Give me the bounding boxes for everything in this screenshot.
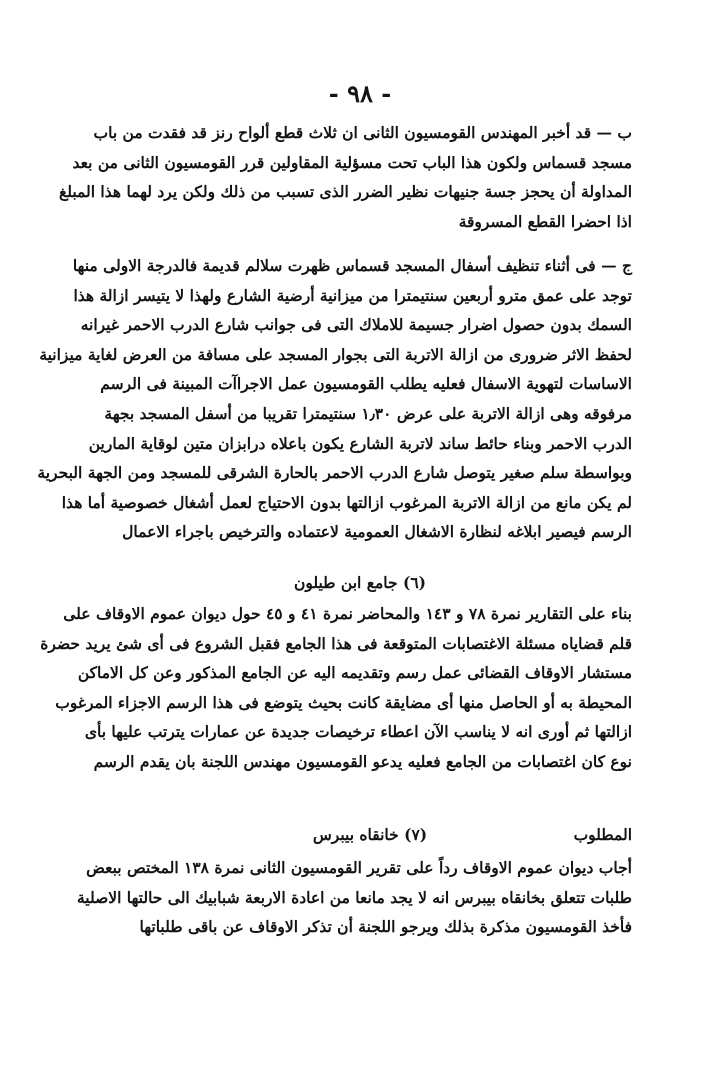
mixed-heading-row [90,820,632,850]
section-heading-7: (٧) خانقاه بيبرس [312,825,428,844]
paragraph-baybars [76,853,632,942]
text-line: لم يكن مانع من ازالة الاتربة المرغوب ازالتها بدون الاحتياج لعمل أشغال خصوصية أما هذا [61,492,632,512]
text-line: السمك بدون حصول اضرار جسيمة للاملاك التى فى جوانب شارع الدرب الاحمر غيرانه [80,315,632,335]
text-line-end: المطلوب [573,825,632,844]
text-line: توجد على عمق مترو أربعين سنتيمترا من ميزانية أرضية الشارع ولهذا لا يتيسر ازالة هذا [73,285,632,305]
paragraph-c [37,251,632,547]
text-line: قلم قضاياه مسئلة الاغتصابات المتوقعة فى هذا الجامع فقبل الشروع فى أى شئ يريد حضرة [40,633,632,653]
text-line: اذا احضرا القطع المسروقة [458,211,632,231]
text-line: المحيطة به أو الحاصل منها أى مضايقة كانت بحيث يتوضع فى هذا الرسم الاجزاء المرغوب [55,692,632,712]
text-line: الاساسات لتهوية الاسفال فعليه يطلب القومسيون عمل الاجراآت المبينة فى الرسم [100,374,632,394]
text-line: نوع كان اغتصابات من الجامع فعليه يدعو القومسيون مهندس اللجنة بان يقدم الرسم [93,751,632,771]
section-heading-6: (٦) جامع ابن طيلون [293,573,426,592]
text-line: مرفوقه وهى ازالة الاتربة على عرض ١٫٣٠ سنتيمترا تقريبا من أسفل المسجد بجهة [104,403,632,423]
text-line: لحفظ الاثر ضرورى من ازالة الاتربة التى بجوار المسجد على مسافة من العرض لغاية ميزانية [39,344,632,364]
text-line: ب — قد أخبر المهندس القومسيون الثانى ان ثلاث قطع ألواح رنز قد فقدت من باب [93,123,632,142]
text-line: فأخذ القومسيون مذكرة بذلك ويرجو اللجنة أن تذكر الاوقاف عن باقى طلباتها [139,917,632,937]
page-number: - ٩٨ - [328,79,392,108]
text-line: بناء على التقارير نمرة ٧٨ و ١٤٣ والمحاضر نمرة ٤١ و ٤٥ حول ديوان عموم الاوقاف على [63,604,632,623]
text-line: مسجد قسماس ولكون هذا الباب تحت مسؤلية المقاولين قرر القومسيون الثانى من بعد [72,152,632,172]
text-line: ازالتها ثم أورى انه لا يناسب الآن اعطاء ترخيصات جديدة عن عمارات يترتب عليها بأى [84,722,632,742]
text-line: الرسم فيصير ابلاغه لنظارة الاشغال العمومية لاعتماده والترخيص باجراء الاعمال [122,522,632,542]
paragraph-b [58,118,632,236]
text-line: ج — فى أثناء تنظيف أسفال المسجد قسماس ظهرت سلالم قديمة فالدرجة الاولى منها [72,256,632,275]
text-line: مستشار الاوقاف القضائى عمل رسم وتقديمه اليه عن الجامع المذكور وعن كل الاماكن [77,663,632,683]
text-line: أجاب ديوان عموم الاوقاف رداً على تقرير القومسيون الثانى نمرة ١٣٨ المختص ببعض [86,858,632,877]
text-line: وبواسطة سلم صغير يتوصل شارع الدرب الاحمر بالحارة الشرقى للمسجد ومن الجهة البحرية [37,463,632,483]
paragraph-ibn-tulun [40,599,632,777]
text-line: طلبات تتعلق بخانقاه بيبرس انه لا يجد مانعا من اعادة الاربعة شبابيك الى حالتها الاصلية [76,887,632,907]
text-line: الدرب الاحمر وبناء حائط ساند لاتربة الشارع يكون باعلاه درابزان متين لوقاية المارين [88,433,632,453]
text-line: المداولة أن يحجز جسة جنيهات نظير الضرر الذى تسبب من ذلك ولكن يرد لهما هذا المبلغ [58,182,632,202]
